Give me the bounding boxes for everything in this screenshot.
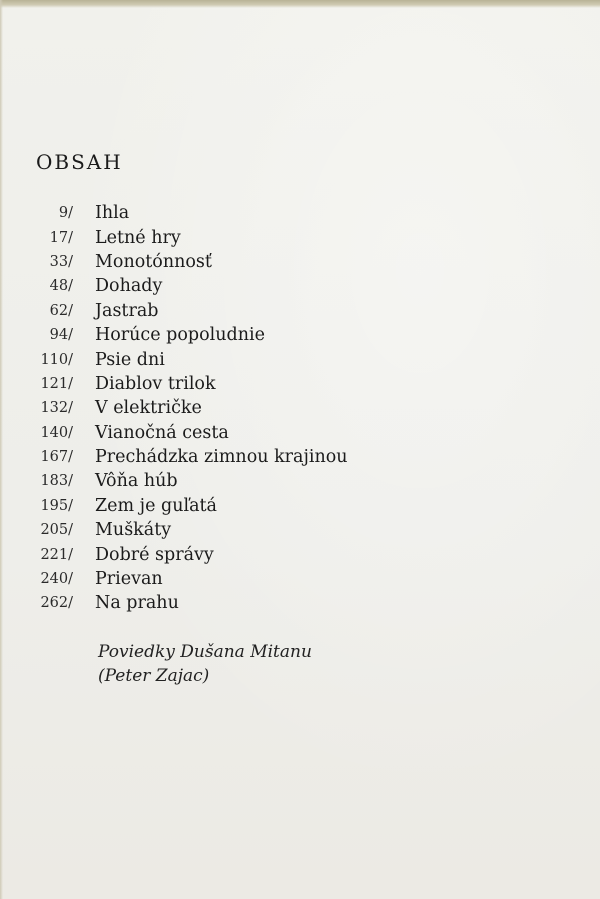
toc-page-number: 121/ — [40, 375, 73, 392]
toc-page-number: 262/ — [40, 595, 73, 612]
page-top-edge — [0, 0, 600, 8]
book-credit — [98, 640, 312, 688]
toc-page-number: 62/ — [49, 302, 73, 319]
toc-entry — [20, 201, 348, 225]
toc-title: Muškáty — [95, 520, 172, 541]
toc-title: Diablov trilok — [95, 373, 216, 394]
toc-title: Na prahu — [95, 593, 179, 614]
contents-heading: OBSAH — [36, 150, 123, 174]
toc-title: Jastrab — [95, 300, 159, 321]
toc-title: Ihla — [95, 203, 130, 224]
toc-entry — [20, 274, 348, 298]
toc-page-number: 94/ — [49, 327, 73, 344]
toc-page-number: 167/ — [40, 449, 73, 466]
toc-page-number: 132/ — [40, 400, 73, 417]
toc-title: Vianočná cesta — [95, 422, 229, 443]
toc-entry — [20, 396, 348, 420]
toc-page-number: 195/ — [40, 497, 73, 514]
toc-page-number: 205/ — [40, 522, 73, 539]
toc-title: Dobré správy — [95, 544, 214, 565]
toc-title: Zem je guľatá — [95, 495, 217, 516]
toc-entry — [20, 542, 348, 566]
page-left-edge — [0, 0, 3, 899]
toc-page-number: 17/ — [49, 229, 73, 246]
toc-title: Letné hry — [95, 227, 181, 248]
toc-page-number: 48/ — [49, 278, 73, 295]
toc-title: Vôňa húb — [95, 471, 178, 492]
toc-entry — [20, 469, 348, 493]
toc-entry — [20, 323, 348, 347]
toc-page-number: 183/ — [40, 473, 73, 490]
credit-author: (Peter Zajac) — [98, 666, 210, 686]
toc-page-number: 240/ — [40, 571, 73, 588]
toc-entry — [20, 591, 348, 615]
toc-page-number: 110/ — [40, 351, 73, 368]
toc-title: Prievan — [95, 569, 163, 590]
toc-entry — [20, 421, 348, 445]
toc-title: Monotónnosť — [95, 251, 212, 272]
credit-line: Poviedky Dušana Mitanu — [98, 642, 312, 662]
toc-entry — [20, 372, 348, 396]
toc-entry — [20, 518, 348, 542]
toc-page-number: 9/ — [58, 205, 73, 222]
toc-entry — [20, 494, 348, 518]
table-of-contents — [20, 201, 348, 616]
toc-page-number: 221/ — [40, 546, 73, 563]
toc-entry — [20, 567, 348, 591]
toc-title: V električke — [95, 398, 202, 419]
toc-title: Horúce popoludnie — [95, 325, 265, 346]
toc-title: Prechádzka zimnou krajinou — [95, 447, 348, 468]
toc-entry — [20, 250, 348, 274]
toc-entry — [20, 445, 348, 469]
toc-page-number: 33/ — [49, 253, 73, 270]
toc-entry — [20, 347, 348, 371]
toc-entry — [20, 225, 348, 249]
toc-title: Psie dni — [95, 349, 165, 370]
toc-title: Dohady — [95, 276, 163, 297]
toc-entry — [20, 299, 348, 323]
toc-page-number: 140/ — [40, 424, 73, 441]
